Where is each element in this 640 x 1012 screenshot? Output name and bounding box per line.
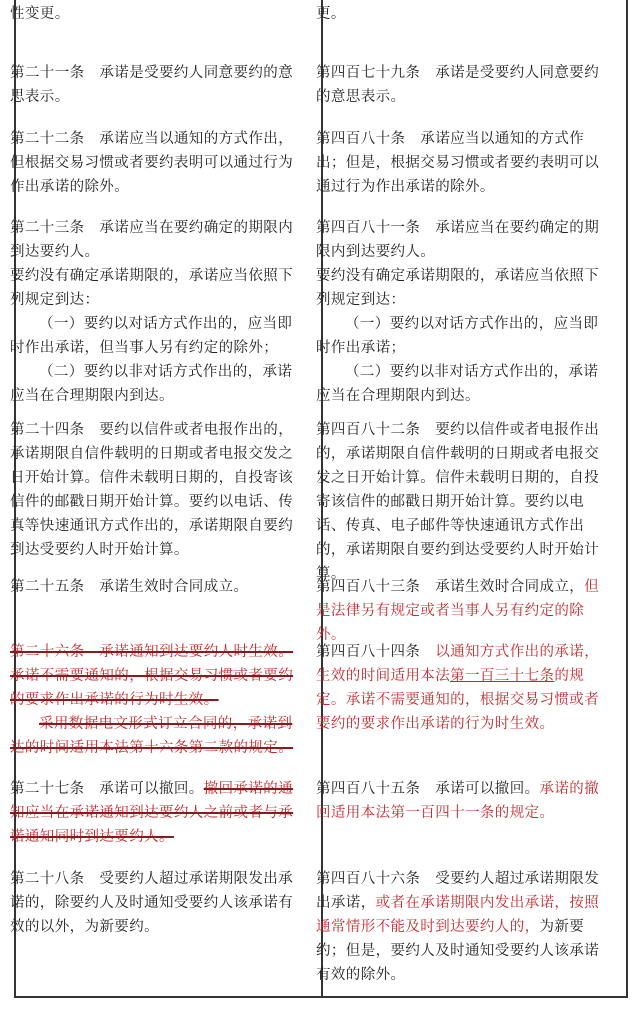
article-27: 第二十七条 承诺可以撤回。撤回承诺的通知应当在承诺通知到达要约人之前或者与承诺通知同时到达要约人。 [10,781,294,845]
article-485-added-text: 承诺的撤回适用本法第一百四十一条的规定。 [316,781,600,821]
article-483: 第四百八十三条 承诺生效时合同成立，但是法律另有规定或者当事人另有约定的除外。 [316,579,600,643]
article-26-deleted: 第二十六条 承诺通知到达要约人时生效。承诺不需要通知的，根据交易习惯或者要约的要求作出承诺的行为时生效。 采用数据电文形式订立合同的，承诺到达的时间适用本法第十六条第二款的规定。 [10,644,294,756]
article-482: 第四百八十二条 要约以信件或者电报作出的，承诺期限自信件载明的日期或者电报交发之日开始计算。信件未载明日期的，自投寄该信件的邮戳日期开始计算。要约以电话、传真、电子邮件等快速通讯方式作出的，承诺期限自要约到达受要约人时开始计算。 [316,422,600,582]
article-25: 第二十五条 承诺生效时合同成立。 [10,579,249,595]
article-484: 第四百八十四条 以通知方式作出的承诺，生效的时间适用本法第一百三十七条的规定。承诺不需要通知的，根据交易习惯或者要约的要求作出承诺的行为时生效。 [316,644,600,732]
left-continuation: 性变更。 [10,6,70,22]
article-137-reference: 第一百三十七条 [450,668,555,684]
article-480: 第四百八十条 承诺应当以通知的方式作出；但是，根据交易习惯或者要约表明可以通过行为作出承诺的除外。 [316,131,600,195]
article-479: 第四百七十九条 承诺是受要约人同意要约的意思表示。 [316,65,600,105]
article-481: 第四百八十一条 承诺应当在要约确定的期限内到达要约人。 要约没有确定承诺期限的，承诺应当依照下列规定到达： （一）要约以对话方式作出的，应当即时作出承诺； （二）要约以非对话方式作出的，承诺应当在合理期限内到达。 [316,220,600,404]
article-27-deleted-text: 撤回承诺的通知应当在承诺通知到达要约人之前或者与承诺通知同时到达要约人。 [10,781,294,845]
article-485: 第四百八十五条 承诺可以撤回。承诺的撤回适用本法第一百四十一条的规定。 [316,781,600,821]
article-24: 第二十四条 要约以信件或者电报作出的，承诺期限自信件载明的日期或者电报交发之日开始计算。信件未载明日期的，自投寄该信件的邮戳日期开始计算。要约以电话、传真等快速通讯方式作出的，承诺期限自要约到达受要约人时开始计算。 [10,422,294,558]
article-486-added-text: 或者在承诺期限内发出承诺，按照通常情形不能及时到达要约人的， [316,895,600,935]
article-21: 第二十一条 承诺是受要约人同意要约的意思表示。 [10,65,294,105]
article-483-added-text: 但是法律另有规定或者当事人另有约定的除外。 [316,579,600,643]
right-continuation: 更。 [316,6,346,22]
article-28: 第二十八条 受要约人超过承诺期限发出承诺的，除要约人及时通知受要约人该承诺有效的以外，为新要约。 [10,871,294,935]
article-486: 第四百八十六条 受要约人超过承诺期限发出承诺，或者在承诺期限内发出承诺，按照通常情形不能及时到达要约人的，为新要约；但是，要约人及时通知受要约人该承诺有效的除外。 [316,871,600,983]
article-23: 第二十三条 承诺应当在要约确定的期限内到达要约人。 要约没有确定承诺期限的，承诺应当依照下列规定到达： （一）要约以对话方式作出的，应当即时作出承诺，但当事人另有约定的除外； （二）要约以非对话方式作出的，承诺应当在合理期限内到达。 [10,220,294,404]
article-22: 第二十二条 承诺应当以通知的方式作出，但根据交易习惯或者要约表明可以通过行为作出承诺的除外。 [10,131,294,195]
